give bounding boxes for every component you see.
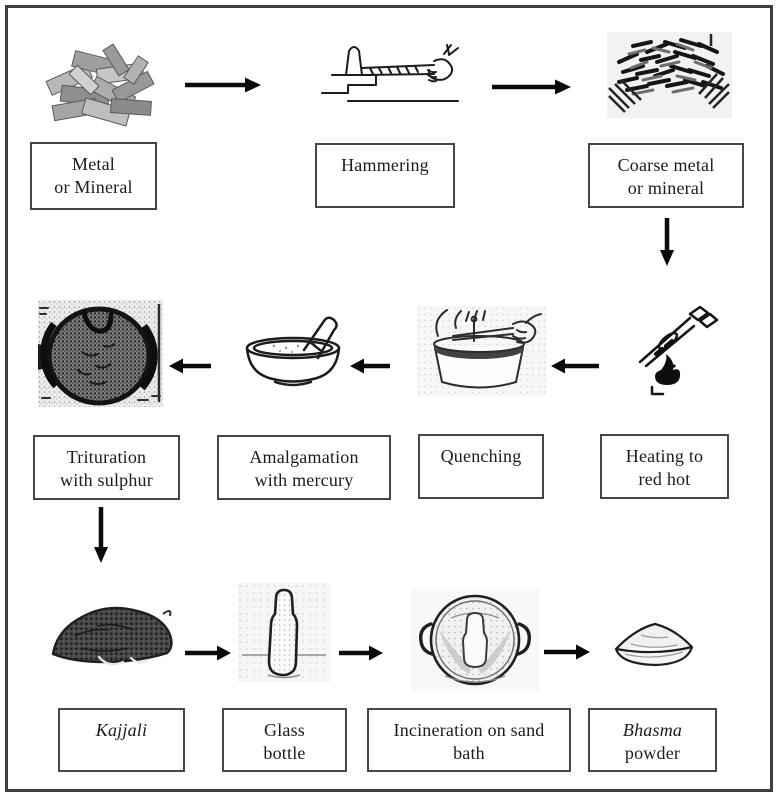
label-line: Hammering — [341, 155, 429, 175]
label-box-kajjali — [58, 708, 185, 772]
metal-pieces-icon — [35, 38, 160, 143]
label-line: Kajjali — [95, 720, 148, 740]
arrow-trituration-to-kajjali — [93, 505, 109, 565]
glass-bottle-icon — [238, 583, 330, 683]
label-box-coarse-metal — [588, 143, 744, 208]
label-box-amalgamation — [217, 435, 391, 500]
label-box-trituration — [33, 435, 180, 500]
mortar-pestle-icon — [240, 308, 347, 393]
label-line: Coarse metal — [617, 155, 715, 175]
grinding-stone-icon — [38, 300, 163, 407]
arrow-right-icon — [337, 643, 385, 663]
label-line: Bhasma — [622, 720, 683, 740]
label-line: red hot — [638, 469, 691, 489]
step-image-heating — [628, 300, 720, 400]
arrow-coarse-to-heating — [659, 216, 675, 268]
arrow-incineration-to-bhasma — [542, 642, 592, 662]
label-line: Glass — [264, 720, 305, 740]
arrow-down-icon — [93, 505, 109, 565]
label-box-bhasma-powder — [588, 708, 717, 772]
step-image-trituration — [38, 300, 163, 407]
label-box-hammering — [315, 143, 455, 208]
arrow-amalgamation-to-trituration — [167, 356, 213, 376]
step-image-amalgamation — [240, 308, 347, 393]
label-line: Heating to — [625, 446, 704, 466]
label-line: Amalgamation — [249, 447, 359, 467]
label-line: Metal — [72, 154, 115, 174]
step-image-coarse-metal — [607, 32, 732, 118]
arrow-kajjali-to-bottle — [183, 643, 233, 663]
label-line: powder — [624, 743, 681, 763]
quenching-pot-icon — [417, 306, 546, 396]
coarse-metal-icon — [607, 32, 732, 118]
label-line: Incineration on sand — [393, 720, 545, 740]
arrow-heating-to-quenching — [549, 356, 601, 376]
hammer-on-anvil-icon — [316, 42, 464, 120]
label-line: with sulphur — [60, 470, 153, 490]
arrow-right-icon — [490, 77, 573, 97]
step-image-metal-or-mineral — [35, 38, 160, 143]
black-powder-mound-icon — [45, 592, 178, 680]
tongs-flame-icon — [628, 300, 720, 400]
step-image-quenching — [417, 306, 546, 396]
step-image-hammering — [316, 42, 464, 120]
step-image-bhasma-powder — [611, 616, 697, 668]
step-image-glass-bottle — [238, 583, 330, 683]
label-box-metal-or-mineral — [30, 142, 157, 210]
arrow-bottle-to-incineration — [337, 643, 385, 663]
arrow-right-icon — [183, 643, 233, 663]
label-line: Trituration — [66, 447, 147, 467]
arrow-right-icon — [183, 75, 263, 95]
arrow-hammering-to-coarse — [490, 77, 573, 97]
label-box-glass-bottle — [222, 708, 347, 772]
step-image-kajjali — [45, 592, 178, 680]
arrow-metal-to-hammering — [183, 75, 263, 95]
label-box-quenching — [418, 434, 544, 499]
label-line: or mineral — [627, 178, 705, 198]
label-line: Quenching — [440, 446, 522, 466]
label-line: bottle — [263, 743, 306, 763]
label-box-heating — [600, 434, 729, 499]
step-image-incineration — [411, 588, 539, 692]
powder-heap-icon — [611, 616, 697, 668]
label-line: or Mineral — [54, 177, 133, 197]
arrow-quenching-to-amalgamation — [348, 356, 392, 376]
arrow-left-icon — [167, 356, 213, 376]
label-line: bath — [453, 743, 485, 763]
label-box-incineration — [367, 708, 571, 772]
arrow-right-icon — [542, 642, 592, 662]
arrow-left-icon — [549, 356, 601, 376]
arrow-down-icon — [659, 216, 675, 268]
sand-bath-pan-icon — [411, 588, 539, 692]
arrow-left-icon — [348, 356, 392, 376]
label-line: with mercury — [254, 470, 354, 490]
